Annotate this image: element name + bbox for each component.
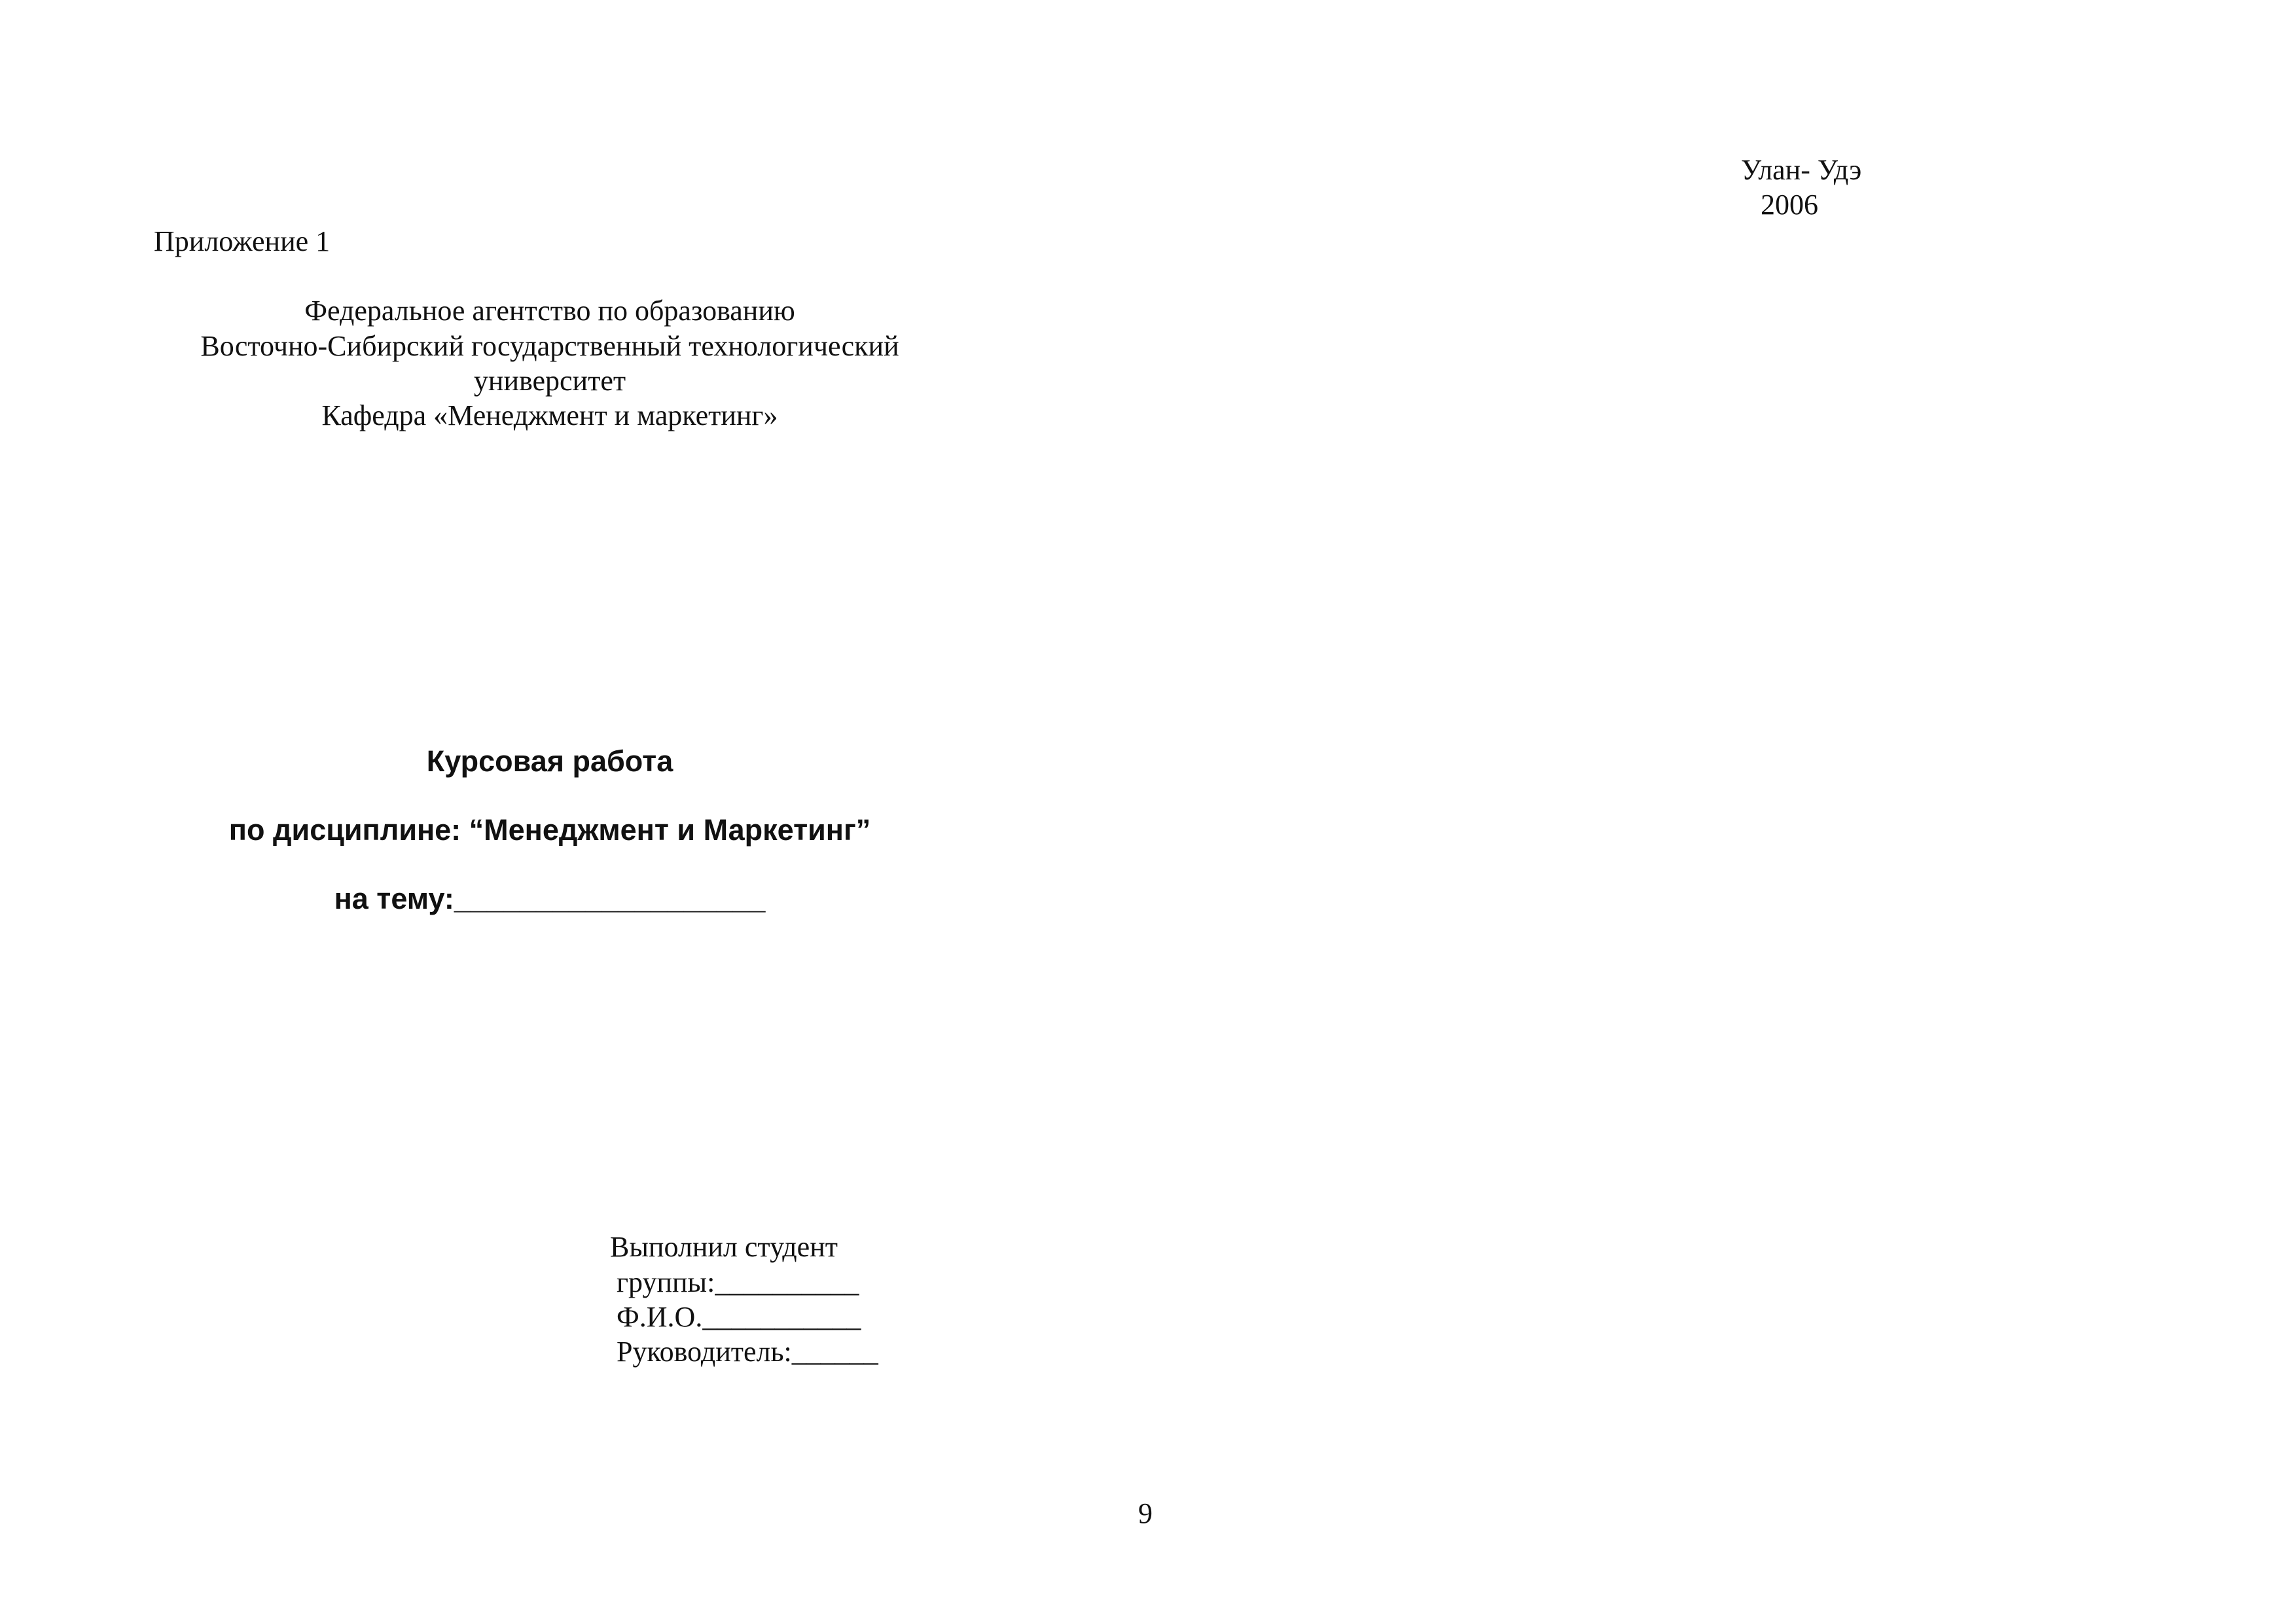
page-number: 9 bbox=[1138, 1497, 1153, 1529]
agency-name: Федеральное агентство по образованию bbox=[304, 295, 795, 327]
performed-by-label: Выполнил студент bbox=[610, 1231, 838, 1263]
topic-line: на тему:___________________ bbox=[334, 882, 766, 915]
university-name-line-1: Восточно-Сибирский государственный технологический bbox=[200, 330, 899, 362]
group-field: группы:__________ bbox=[617, 1266, 859, 1298]
work-type-title: Курсовая работа bbox=[426, 744, 673, 778]
appendix-label: Приложение 1 bbox=[154, 225, 331, 257]
discipline-line: по дисциплине: “Менеджмент и Маркетинг” bbox=[228, 813, 871, 847]
university-name-line-2: университет bbox=[473, 365, 626, 397]
supervisor-field: Руководитель:______ bbox=[617, 1336, 878, 1368]
year: 2006 bbox=[1761, 189, 1818, 221]
department-name: Кафедра «Менеджмент и маркетинг» bbox=[321, 399, 778, 431]
full-name-field: Ф.И.О.___________ bbox=[617, 1301, 861, 1333]
city-name: Улан- Удэ bbox=[1741, 154, 1862, 186]
